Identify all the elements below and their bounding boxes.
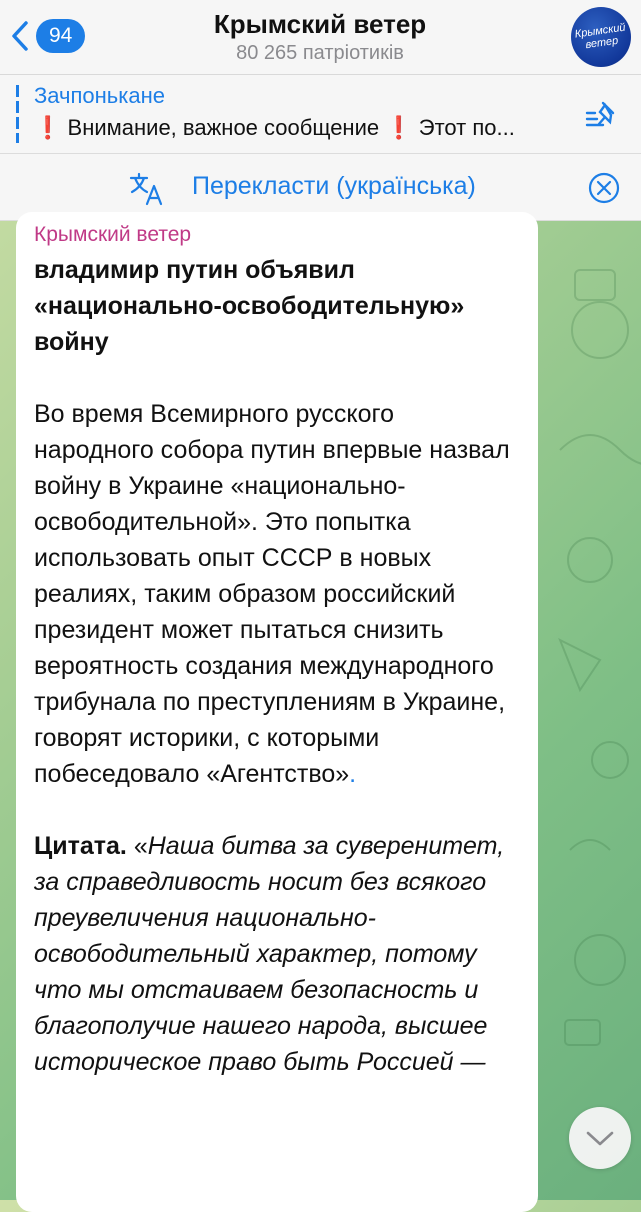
pinned-message-bar[interactable] xyxy=(0,75,641,154)
channel-title: Крымский ветер xyxy=(213,9,427,39)
message-sender: Крымский ветер xyxy=(34,223,192,246)
quote-label: Цитата. xyxy=(34,832,127,860)
message-body-end: . xyxy=(349,760,357,788)
channel-avatar[interactable] xyxy=(571,7,631,67)
message-quote xyxy=(34,828,520,1080)
scroll-down-button[interactable] xyxy=(569,1107,631,1169)
chevron-left-icon xyxy=(10,20,30,52)
message-headline: владимир путин объявил «национально-освободительную» войну xyxy=(34,256,465,356)
message-body-text: Во время Всемирного русского народного собора путин впервые назвал войну в Украине «национально-освободительной». Это попытка использовать опыт СССР в новых реалиях, таким образом российский президент может пытаться снизить вероятность создания международного трибунала по преступлениям в Украине, говорят историки, с которыми побеседовало «Агентство» xyxy=(34,400,510,788)
pinned-indicator xyxy=(16,85,19,143)
pinned-text-before: Внимание, важное сообщение xyxy=(67,115,380,140)
back-button[interactable] xyxy=(10,14,85,58)
chevron-down-icon xyxy=(585,1129,615,1147)
quote-open: « xyxy=(126,832,148,860)
translate-bar xyxy=(0,154,641,221)
pinned-text-after: Этот по... xyxy=(412,115,515,140)
translate-icon xyxy=(127,168,167,208)
chat-header xyxy=(0,0,641,75)
pinned-title: Зачпонькане xyxy=(34,83,165,108)
quote-text: Наша битва за суверенитет, за справедливость носит без всякого преувеличения национально-освободительный характер, потому что мы отстаиваем безопасность и благополучие нашего народа, высшее историческое право быть Россией — xyxy=(34,832,505,1076)
avatar-logo-text: Крымский ветер xyxy=(574,21,627,52)
channel-title-area[interactable] xyxy=(150,8,490,66)
exclamation-icon: ❗ xyxy=(385,115,413,140)
pinned-list-icon[interactable] xyxy=(583,97,619,133)
close-icon[interactable] xyxy=(587,171,621,205)
message-body xyxy=(34,396,520,792)
unread-count-badge: 94 xyxy=(36,19,85,53)
translate-button[interactable]: Перекласти (українська) xyxy=(192,172,476,200)
pinned-preview xyxy=(34,115,515,141)
exclamation-icon: ❗ xyxy=(34,115,62,140)
message-bubble[interactable] xyxy=(16,212,538,1212)
subscriber-count: 80 265 патріотиків xyxy=(236,42,404,64)
